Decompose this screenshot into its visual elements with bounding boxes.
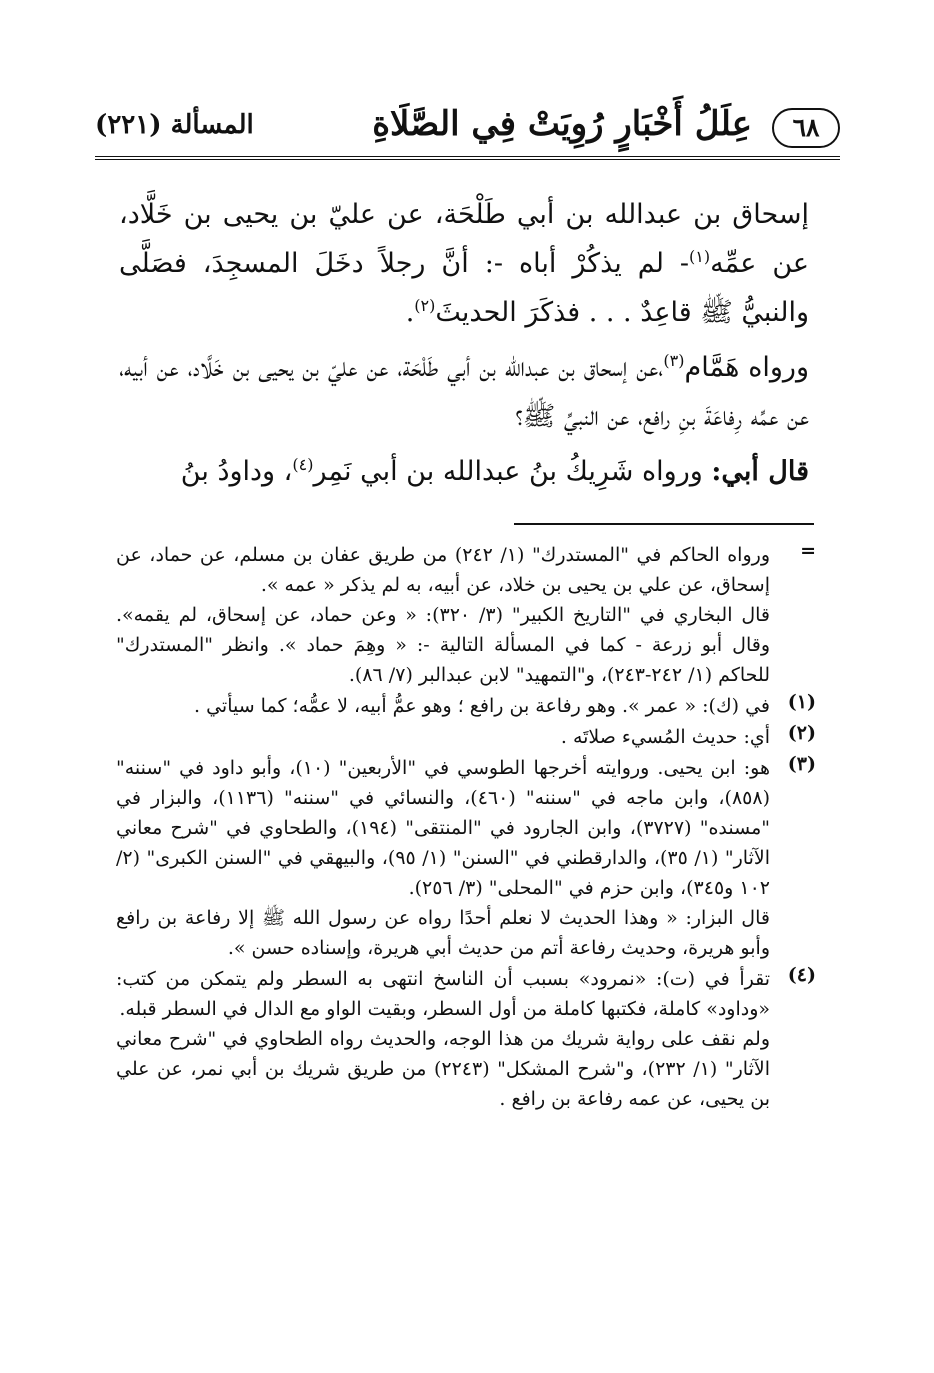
footnote-4 [116,964,816,1114]
text-span: إسحاق بن عبدالله بن أبي طَلْحَة، عن عليّ بن يحيى بن خَلَّاد، عن عمِّه [119,199,809,279]
footnote-text: في (ك): « عمر ». وهو رفاعة بن رافع ؛ وهو عمُّ أبيه، لا عمُّه؛ كما سيأتي . [193,695,770,717]
footnote-ref-3[interactable]: (٣) [663,351,685,370]
footnote-2 [116,722,816,752]
text-span: ،عن إسحاق بن عبدالله بن أبي طَلْحَة، عن عليّ بن يحيى بن خَلَّاد، عن أبيه، عن عمِّه رِفاعَةَ بنِ رافع، عن النبيِّ ﷺ؟ [119,352,809,432]
header-rule [95,156,840,162]
footnote-divider [514,523,814,525]
main-paragraph-1 [119,190,809,337]
issue-label: المسألة (٢٢١) [95,110,254,140]
book-title: عِلَلُ أَخْبَارٍ رُوِيَتْ فِي الصَّلَاةِ [372,104,752,144]
footnote-number: (٤) [787,964,816,986]
text-span: - لم يذكُرْ أباه -: أنَّ رجلاً دخَلَ المسجِدَ، فصَلَّى والنبيُّ ﷺ قاعِدٌ . . . فذكَرَ الحديثَ [119,248,809,328]
footnote-ref-4[interactable]: (٤) [292,455,314,474]
main-paragraph-2 [119,343,809,441]
page-header [95,98,840,162]
footnote-text: ورواه الحاكم في "المستدرك" (١/ ٢٤٢) من طريق عفان بن مسلم، عن حماد، عن إسحاق، عن علي بن يحيى بن خلاد، عن أبيه، به لم يذكر « عمه ». [116,544,770,596]
footnote-ref-1[interactable]: (١) [689,247,711,266]
footnote-number: (٢) [787,722,816,744]
main-paragraph-3 [119,447,809,496]
footnote-continued [116,540,816,690]
text-span: ، وداودُ بنُ [180,456,293,487]
text-span: ورواه هَمَّام [684,352,809,383]
footnote-3 [116,753,816,963]
footnote-text: قال البزار: « وهذا الحديث لا نعلم أحدًا رواه عن رسول الله ﷺ إلا رفاعة بن رافع وأبو هريرة، وحديث رفاعة أتم من حديث أبي هريرة، وإسناده حسن ». [116,907,770,959]
footnote-text: ولم نقف على رواية شريك من هذا الوجه، والحديث رواه الطحاوي في "شرح معاني الآثار" (١/ ٢٣٢)، و"شرح المشكل" (٢٢٤٣) من طريق شريك بن أبي نمر، عن علي بن يحيى، عن عمه رفاعة بن رافع . [116,1028,770,1110]
footnote-text: تقرأ في (ت): «نمرود» بسبب أن الناسخ انتهى به السطر ولم يتمكن من كتب: «وداود» كاملة، فكتبها كاملة من أول السطر، وبقيت الواو مع الدال في السطر قبله. [116,968,770,1020]
main-text [119,190,809,496]
footnote-number: = [800,540,816,562]
page-number: ٦٨ [772,108,840,148]
footnote-number: (١) [787,691,816,713]
footnote-ref-2[interactable]: (٢) [414,296,436,315]
footnote-text: هو: ابن يحيى. وروايته أخرجها الطوسي في "الأربعين" (١٠)، وأبو داود في "سننه" (٨٥٨)، وابن ماجه في "سننه" (٤٦٠)، والنسائي في "سننه" (١١٣٦)، والبزار في "مسنده" (٣٧٢٧)، وابن الجارود في "المنتقى" (١٩٤)، والطحاوي في "شرح معاني الآثار" (١/ ٣٥)، والدارقطني في "السنن" (١/ ٩٥)، والبيهقي في "السنن الكبرى" (٢/ ١٠٢ و٣٤٥)، وابن حزم في "المحلى" (٣/ ٢٥٦). [116,757,771,899]
footnote-1 [116,691,816,721]
text-span: . [405,297,415,328]
footnote-text: أي: حديث المُسيء صلاتَه . [560,726,770,748]
speaker-label: قال أبي: [711,456,809,487]
text-span: ورواه شَرِيكُ بنُ عبدالله بن أبي نَمِر [313,456,712,487]
footnotes [116,540,816,1114]
footnote-number: (٣) [787,753,816,775]
footnote-text: قال البخاري في "التاريخ الكبير" (٣/ ٣٢٠): « وعن حماد، عن إسحاق، لم يقمه». وقال أبو زرعة - كما في المسألة التالية -: « وهِمَ حماد ». وانظر "المستدرك" للحاكم (١/ ٢٤٢-٢٤٣)، و"التمهيد" لابن عبدالبر (٧/ ٨٦). [116,604,770,686]
